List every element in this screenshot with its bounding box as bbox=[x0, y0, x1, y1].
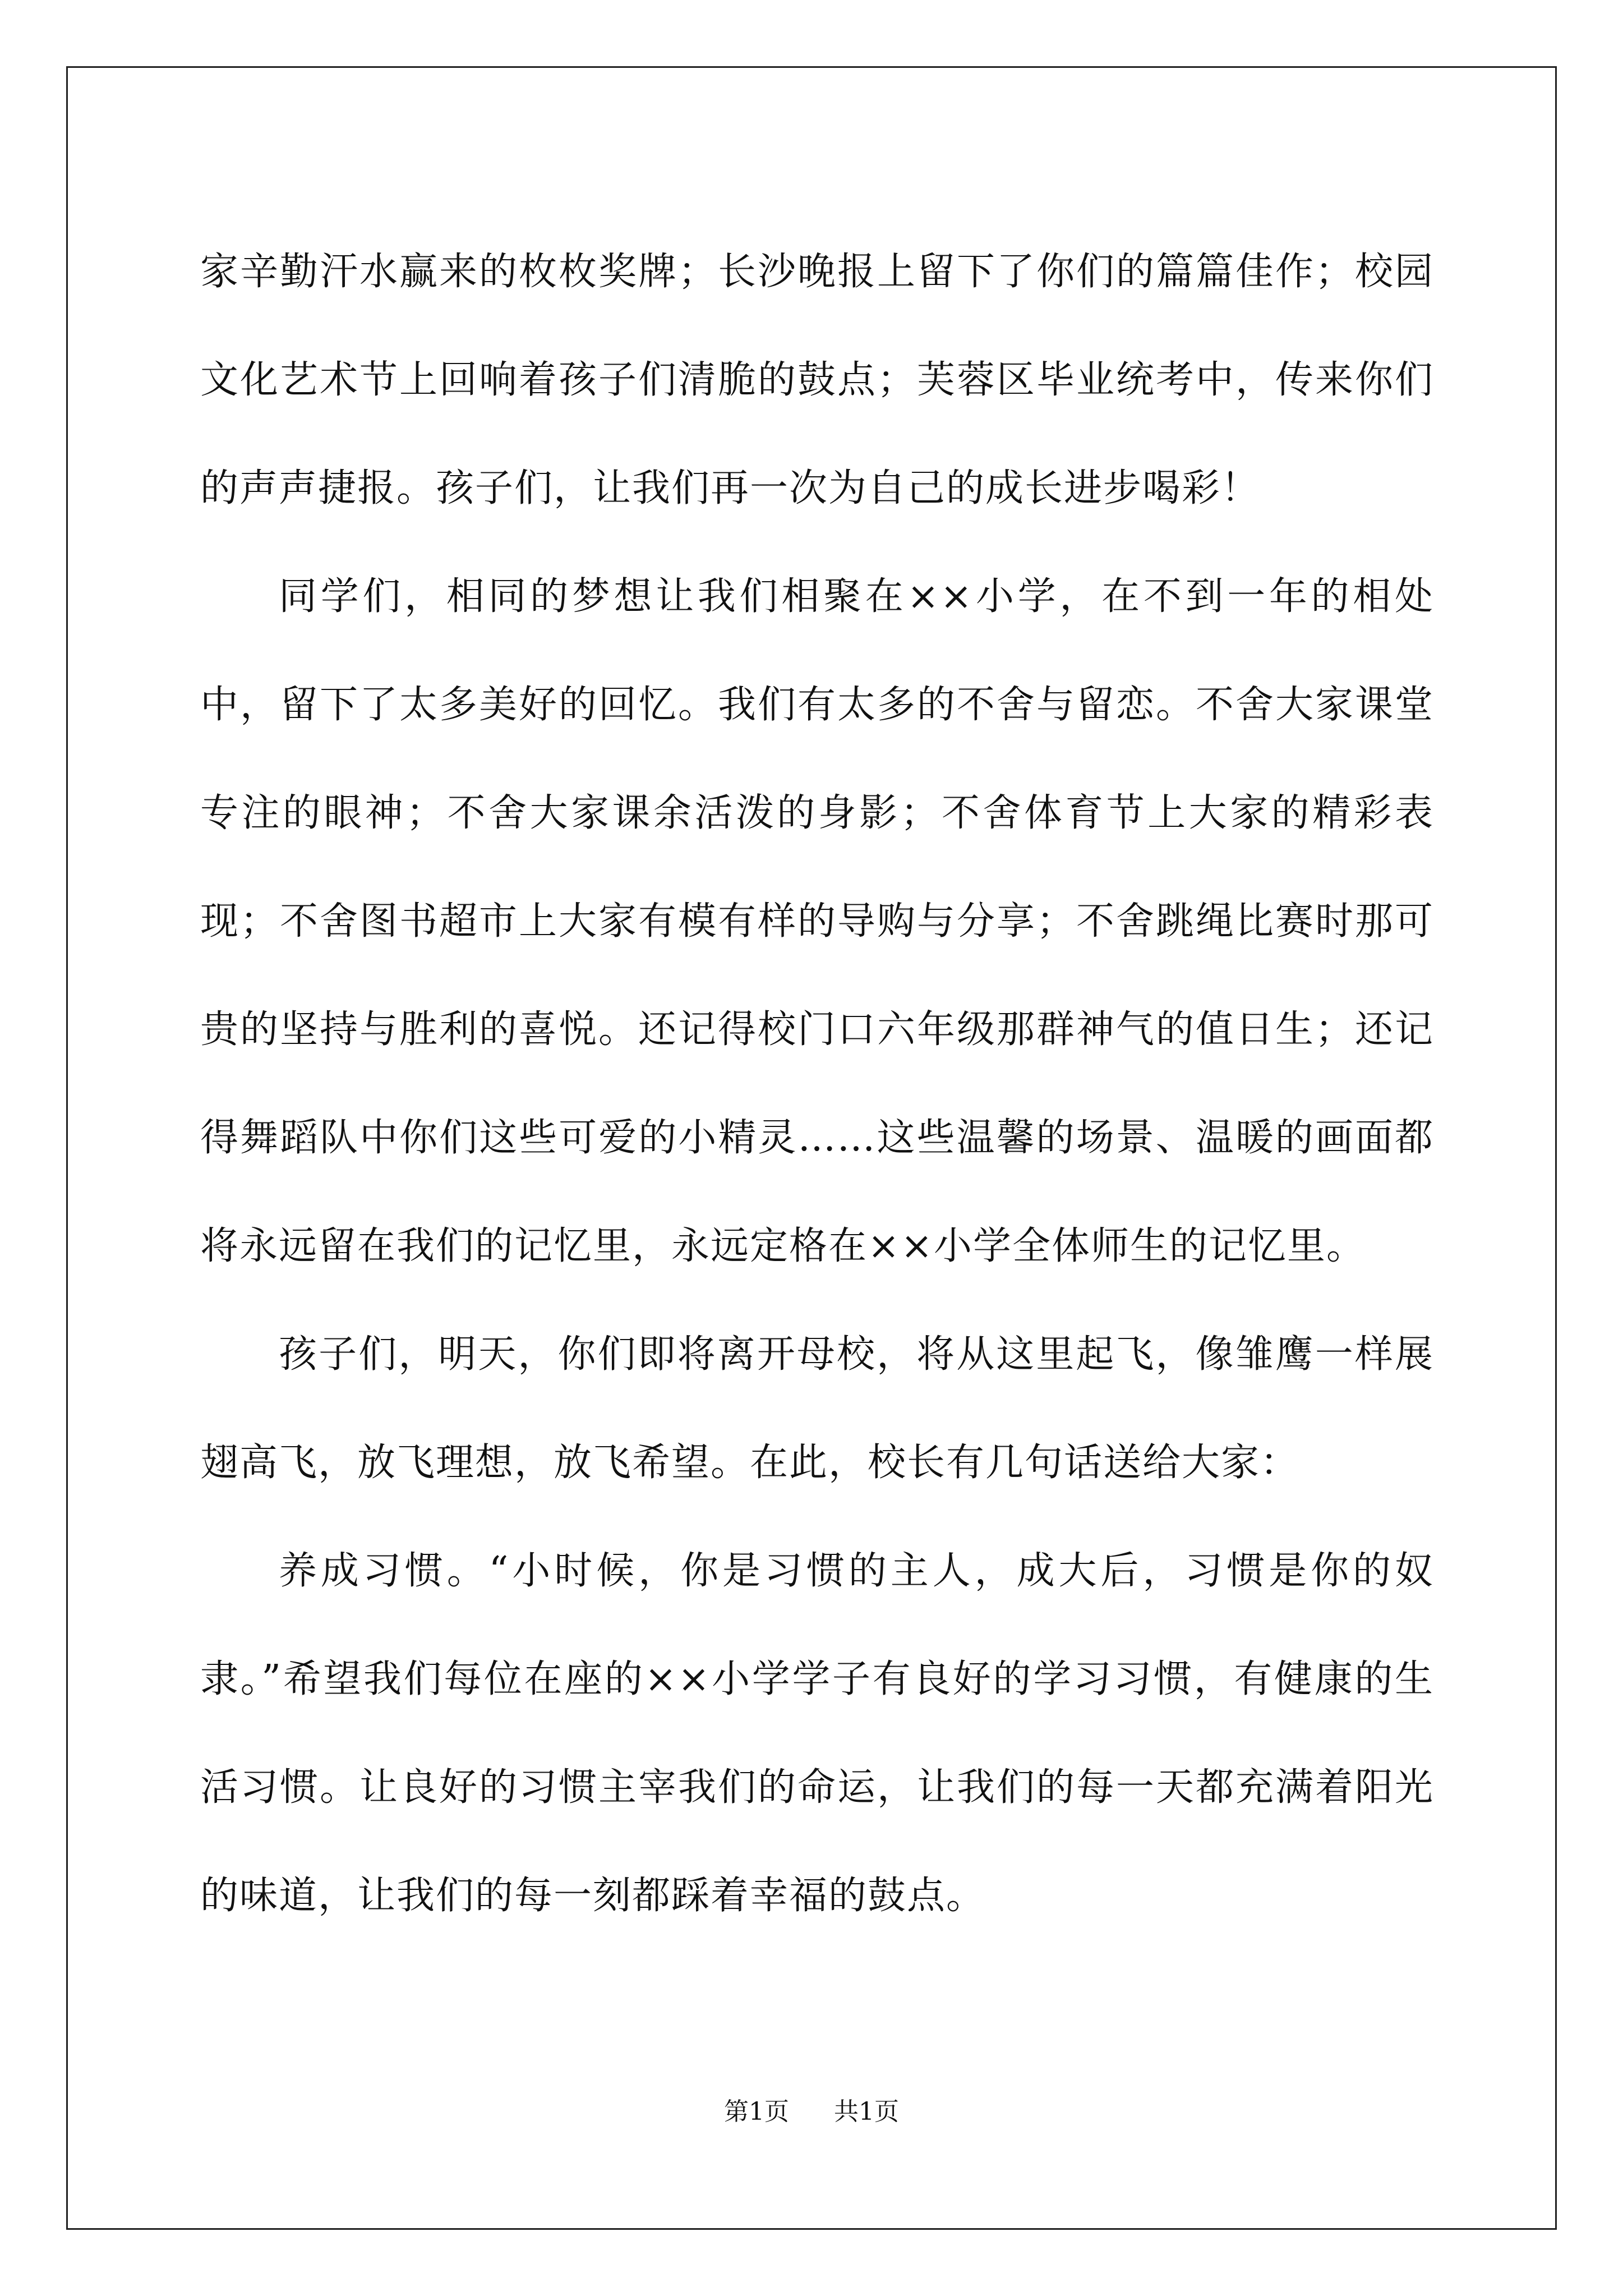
document-body bbox=[200, 218, 1434, 1950]
paragraph-1: 家辛勤汗水赢来的枚枚奖牌；长沙晚报上留下了你们的篇篇佳作；校园文化艺术节上回响着孩子们清脆的鼓点；芙蓉区毕业统考中，传来你们的声声捷报。孩子们，让我们再一次为自己的成长进步喝彩！ bbox=[200, 250, 1434, 510]
paragraph-4: 养成习惯。“小时候，你是习惯的主人，成大后，习惯是你的奴隶。”希望我们每位在座的××小学学子有良好的学习习惯，有健康的生活习惯。让良好的习惯主宰我们的命运，让我们的每一天都充满着阳光的味道，让我们的每一刻都踩着幸福的鼓点。 bbox=[200, 1549, 1434, 1918]
paragraph-3: 孩子们，明天，你们即将离开母校，将从这里起飞，像雏鹰一样展翅高飞，放飞理想，放飞希望。在此，校长有几句话送给大家： bbox=[200, 1332, 1434, 1485]
page-number: 第1页 bbox=[724, 2097, 789, 2126]
paragraph-2: 同学们，相同的梦想让我们相聚在××小学，在不到一年的相处中，留下了太多美好的回忆。我们有太多的不舍与留恋。不舍大家课堂专注的眼神；不舍大家课余活泼的身影；不舍体育节上大家的精彩表现；不舍图书超市上大家有模有样的导购与分享；不舍跳绳比赛时那可贵的坚持与胜利的喜悦。还记得校门口六年级那群神气的值日生；还记得舞蹈队中你们这些可爱的小精灵……这些温馨的场景、温暖的画面都将永远留在我们的记忆里，永远定格在××小学全体师生的记忆里。 bbox=[200, 574, 1434, 1268]
page-footer bbox=[0, 2091, 1623, 2127]
total-pages: 共1页 bbox=[834, 2097, 899, 2126]
